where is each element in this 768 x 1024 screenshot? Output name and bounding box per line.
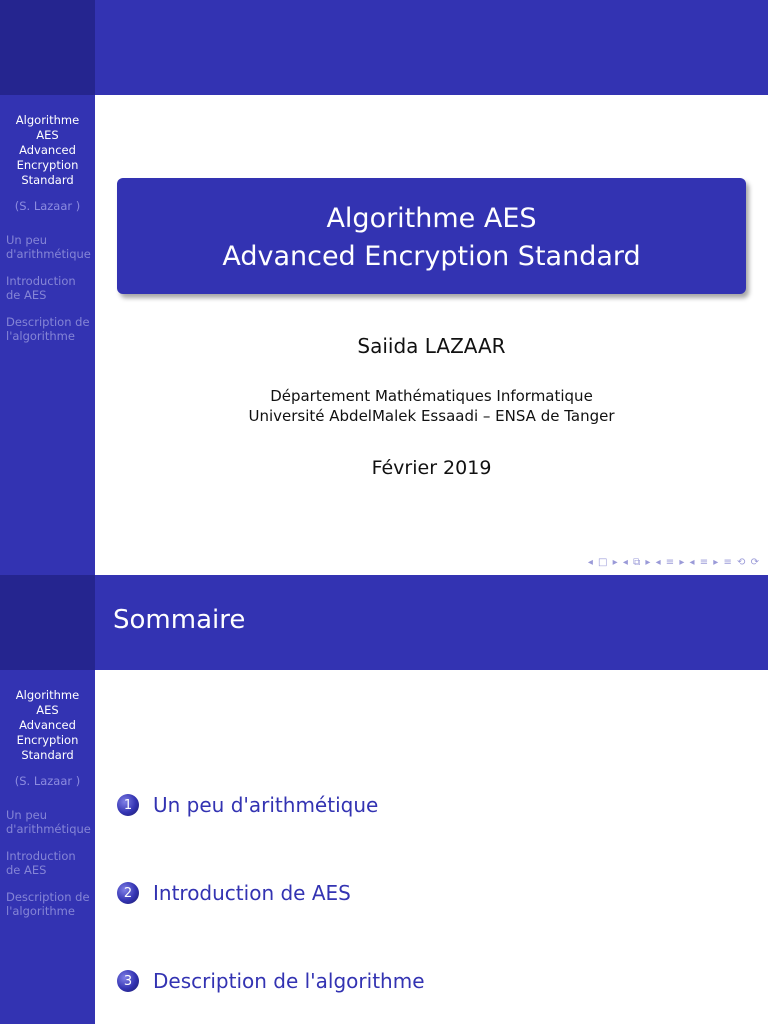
toc-item-introduction[interactable] <box>117 880 351 906</box>
toc-item-label: Introduction de AES <box>153 881 351 905</box>
presentation-date: Février 2019 <box>371 457 492 479</box>
author-name: Saiida LAZAAR <box>357 334 506 358</box>
institute-line-1: Département Mathématiques Informatique <box>270 387 593 405</box>
sidebar-section-introduction[interactable] <box>0 274 95 302</box>
institute-line-2: Université AbdelMalek Essaadi – ENSA de Tanger <box>248 407 615 425</box>
header-bar <box>95 0 768 95</box>
sidebar-title[interactable] <box>0 113 95 188</box>
sidebar-section-line: d'arithmétique <box>6 247 91 261</box>
sidebar-section-line: Description de <box>6 315 90 329</box>
sidebar-section-line: l'algorithme <box>6 904 75 918</box>
sidebar-title-line: Algorithme <box>15 688 80 702</box>
toc-item-description[interactable] <box>117 968 425 994</box>
header-corner <box>0 575 95 670</box>
sidebar-section-arithmetique[interactable] <box>0 233 95 261</box>
toc-number-ball: 1 <box>117 794 139 816</box>
title-line-2: Advanced Encryption Standard <box>222 241 641 272</box>
sidebar-title-line: Standard <box>21 748 74 762</box>
sidebar <box>0 95 95 575</box>
sidebar-section-line: d'arithmétique <box>6 822 91 836</box>
sidebar-section-line: de AES <box>6 863 47 877</box>
sidebar-title[interactable] <box>0 688 95 763</box>
sidebar-section-introduction[interactable] <box>0 849 95 877</box>
title-block <box>117 178 746 294</box>
toc-item-arithmetique[interactable] <box>117 792 378 818</box>
sidebar-section-description[interactable] <box>0 315 95 343</box>
sidebar-section-line: Un peu <box>6 233 48 247</box>
frame-title: Sommaire <box>113 605 246 635</box>
header-corner <box>0 0 95 95</box>
sidebar-section-line: Description de <box>6 890 90 904</box>
sidebar-title-line: Advanced <box>19 718 76 732</box>
toc-number-ball: 3 <box>117 970 139 992</box>
sidebar-section-line: l'algorithme <box>6 329 75 343</box>
sidebar-section-line: Introduction <box>6 849 76 863</box>
sidebar-section-line: Introduction <box>6 274 76 288</box>
sidebar-title-line: Encryption <box>16 158 79 172</box>
sidebar-section-arithmetique[interactable] <box>0 808 95 836</box>
sidebar-title-line: Advanced <box>19 143 76 157</box>
toc-item-label: Description de l'algorithme <box>153 969 425 993</box>
sidebar-title-line: Algorithme <box>15 113 80 127</box>
sidebar-author: (S. Lazaar ) <box>14 774 81 788</box>
header-bar <box>95 575 768 670</box>
toc-item-label: Un peu d'arithmétique <box>153 793 379 817</box>
sidebar-title-line: AES <box>36 703 59 717</box>
sidebar-title-line: AES <box>36 128 59 142</box>
toc-number-ball: 2 <box>117 882 139 904</box>
sidebar-author: (S. Lazaar ) <box>14 199 81 213</box>
sidebar-section-description[interactable] <box>0 890 95 918</box>
sidebar-section-line: de AES <box>6 288 47 302</box>
sidebar-title-line: Encryption <box>16 733 79 747</box>
sidebar <box>0 670 95 1024</box>
toc-slide <box>0 575 768 1024</box>
title-line-1: Algorithme AES <box>326 203 537 234</box>
beamer-navigation-bar[interactable]: ◂ □ ▸ ◂ ⧉ ▸ ◂ ≡ ▸ ◂ ≡ ▸ ≡ ⟲ ⟳ <box>587 557 760 568</box>
sidebar-section-line: Un peu <box>6 808 48 822</box>
sidebar-title-line: Standard <box>21 173 74 187</box>
